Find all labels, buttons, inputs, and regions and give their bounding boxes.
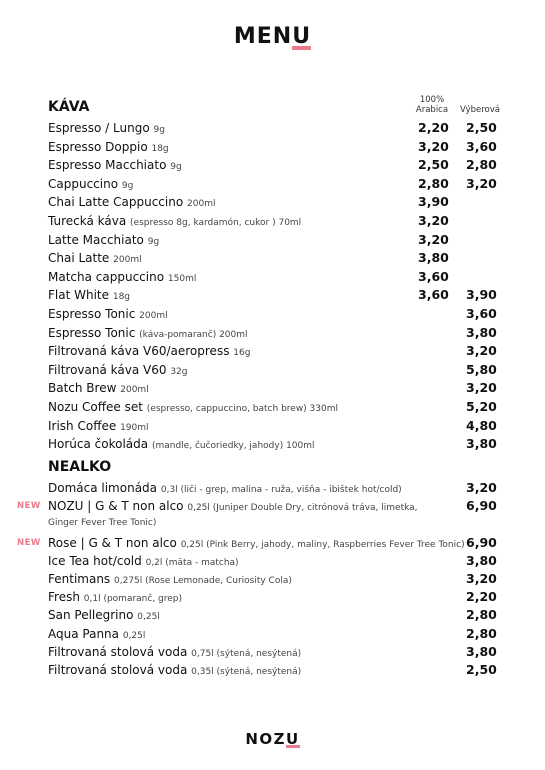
menu-item bbox=[48, 552, 498, 570]
price-vyberova: 3,20 bbox=[466, 343, 497, 359]
nozu-logo-text: NOZ bbox=[245, 730, 286, 748]
price-vyberova: 3,60 bbox=[466, 306, 497, 321]
item-name: Filtrovaná káva V60 bbox=[48, 362, 167, 377]
item-name: Rose | G & T non alco bbox=[48, 535, 177, 550]
menu-item bbox=[48, 398, 498, 416]
item-price: 6,90 bbox=[466, 534, 497, 550]
item-desc: 0,25l (Juniper Double Dry, citrónová tráva, limetka, bbox=[187, 503, 418, 514]
price-arabica: 3,80 bbox=[418, 250, 449, 266]
price-vyberova: 3,20 bbox=[466, 175, 497, 191]
item-name: Espresso / Lungo bbox=[48, 121, 150, 135]
menu-item bbox=[48, 379, 498, 397]
menu-item bbox=[48, 119, 498, 137]
item-desc-continued: Ginger Fever Tree Tonic) bbox=[48, 518, 157, 529]
menu-item bbox=[48, 268, 498, 286]
item-name: Espresso Doppio bbox=[48, 139, 148, 154]
menu-item bbox=[48, 175, 498, 193]
item-name: Filtrovaná káva V60/aeropress bbox=[48, 344, 230, 359]
item-desc: 0,25l bbox=[137, 612, 160, 623]
price-arabica: 2,20 bbox=[418, 120, 449, 135]
price-vyberova: 4,80 bbox=[466, 417, 497, 433]
menu-item bbox=[48, 361, 498, 379]
price-vyberova: 3,60 bbox=[466, 138, 497, 154]
item-desc: 16g bbox=[233, 348, 251, 359]
item-desc: 0,3l (liči - grep, malina - ruža, višňa - ibištek hot/cold) bbox=[160, 485, 402, 495]
item-price: 2,80 bbox=[466, 607, 497, 623]
menu-item bbox=[48, 286, 498, 304]
item-price: 6,90 bbox=[466, 498, 497, 514]
menu-item bbox=[48, 417, 498, 435]
item-desc: 32g bbox=[170, 366, 188, 377]
menu-item bbox=[48, 497, 498, 515]
menu-item bbox=[48, 606, 498, 624]
nozu-logo-accent: U bbox=[286, 730, 300, 748]
item-desc: 0,25l (Pink Berry, jahody, maliny, Raspberries Fever Tree Tonic) bbox=[180, 539, 465, 550]
item-desc: 9g bbox=[147, 236, 160, 247]
item-name: NOZU | G & T non alco bbox=[48, 499, 184, 514]
item-desc: 200ml bbox=[187, 199, 216, 210]
price-vyberova: 3,20 bbox=[466, 380, 497, 396]
item-desc: (espresso 8g, kardamón, cukor ) 70ml bbox=[130, 218, 302, 228]
menu-item bbox=[48, 661, 498, 679]
menu-logo-accent: U bbox=[292, 24, 312, 49]
item-name: Domáca limonáda bbox=[48, 481, 158, 495]
item-price: 3,20 bbox=[466, 571, 497, 586]
price-arabica: 3,20 bbox=[418, 138, 449, 154]
item-name: Chai Latte Cappuccino bbox=[48, 195, 184, 210]
menu-logo bbox=[0, 24, 545, 50]
item-name: San Pellegrino bbox=[48, 608, 134, 623]
item-price: 2,50 bbox=[466, 662, 497, 677]
item-desc: 0,2l (mäta - matcha) bbox=[145, 557, 239, 568]
new-badge: NEW bbox=[17, 501, 41, 512]
item-desc: 18g bbox=[151, 143, 169, 154]
item-desc: 0,1l (pomaranč, grep) bbox=[83, 594, 183, 605]
item-price: 3,20 bbox=[466, 480, 497, 495]
menu-item bbox=[48, 231, 498, 249]
menu-item bbox=[48, 534, 498, 552]
item-name: Filtrovaná stolová voda bbox=[48, 644, 188, 659]
item-price: 2,20 bbox=[466, 589, 497, 605]
menu-item bbox=[48, 479, 498, 497]
item-desc: 18g bbox=[112, 292, 131, 303]
new-badge: NEW bbox=[17, 537, 41, 548]
section-title-kava: KÁVA bbox=[48, 99, 90, 115]
item-desc: 190ml bbox=[120, 422, 149, 433]
column-header-arabica: 100% Arabica bbox=[415, 95, 449, 115]
price-vyberova: 2,80 bbox=[466, 157, 497, 173]
item-desc: (mandle, čučoriedky, jahody) 100ml bbox=[151, 441, 315, 452]
item-desc: 200ml bbox=[120, 385, 149, 396]
item-name: Fentimans bbox=[48, 572, 111, 586]
menu-item bbox=[48, 305, 498, 323]
item-desc: 0,25l bbox=[122, 630, 146, 641]
price-vyberova: 5,80 bbox=[466, 361, 497, 377]
item-desc: 0,35l (sýtená, nesýtená) bbox=[191, 667, 302, 677]
menu-item bbox=[48, 588, 498, 606]
menu-item bbox=[48, 212, 498, 230]
price-arabica: 3,20 bbox=[418, 213, 449, 228]
item-desc: 200ml bbox=[139, 311, 168, 321]
price-arabica: 2,80 bbox=[418, 175, 449, 191]
menu-item bbox=[48, 342, 498, 360]
item-desc: (espresso, cappuccino, batch brew) 330ml bbox=[146, 404, 339, 414]
item-name: Chai Latte bbox=[48, 251, 110, 266]
item-name: Nozu Coffee set bbox=[48, 400, 143, 414]
price-vyberova: 3,90 bbox=[466, 287, 497, 303]
menu-item bbox=[48, 138, 498, 156]
price-arabica: 3,20 bbox=[418, 231, 449, 247]
price-vyberova: 2,50 bbox=[466, 120, 497, 135]
item-name: Batch Brew bbox=[48, 381, 117, 396]
item-desc: 9g bbox=[153, 125, 165, 135]
price-vyberova: 3,80 bbox=[466, 324, 497, 340]
section-title-nealko: NEALKO bbox=[48, 459, 112, 475]
item-desc: 0,75l (sýtená, nesýtená) bbox=[191, 648, 302, 659]
price-vyberova: 3,80 bbox=[466, 436, 497, 452]
price-arabica: 3,90 bbox=[418, 194, 449, 210]
item-desc: (káva-pomaranč) 200ml bbox=[139, 329, 248, 340]
price-vyberova: 5,20 bbox=[466, 399, 497, 414]
menu-item bbox=[48, 193, 498, 211]
item-name: Espresso Tonic bbox=[48, 325, 136, 340]
item-desc: 9g bbox=[121, 180, 134, 191]
column-header-vyberova: Výberová bbox=[460, 105, 500, 115]
item-desc: 150ml bbox=[167, 273, 197, 284]
item-name: Espresso Tonic bbox=[48, 307, 136, 321]
menu-item bbox=[48, 249, 498, 267]
menu-item bbox=[48, 643, 498, 661]
item-desc: 200ml bbox=[113, 255, 142, 266]
item-price: 2,80 bbox=[466, 625, 497, 641]
item-price: 3,80 bbox=[466, 643, 497, 659]
item-name: Espresso Macchiato bbox=[48, 158, 167, 173]
item-name: Horúca čokoláda bbox=[48, 437, 149, 452]
nozu-logo bbox=[0, 730, 545, 748]
item-name: Filtrovaná stolová voda bbox=[48, 663, 188, 677]
item-name: Matcha cappuccino bbox=[48, 269, 165, 284]
item-name: Ice Tea hot/cold bbox=[48, 553, 142, 568]
item-desc: 9g bbox=[170, 162, 182, 173]
menu-item bbox=[48, 625, 498, 643]
item-desc: 0,275l (Rose Lemonade, Curiosity Cola) bbox=[114, 576, 292, 586]
item-name: Latte Macchiato bbox=[48, 232, 144, 247]
item-name: Fresh bbox=[48, 590, 80, 605]
menu-item bbox=[48, 435, 498, 453]
item-name: Irish Coffee bbox=[48, 418, 117, 433]
item-name: Cappuccino bbox=[48, 176, 119, 191]
menu-item bbox=[48, 324, 498, 342]
item-name: Flat White bbox=[48, 288, 110, 303]
price-arabica: 2,50 bbox=[418, 157, 449, 173]
menu-item bbox=[48, 570, 498, 588]
menu-logo-text: MEN bbox=[233, 24, 293, 49]
item-price: 3,80 bbox=[466, 552, 497, 568]
price-arabica: 3,60 bbox=[418, 268, 449, 284]
price-arabica: 3,60 bbox=[418, 287, 449, 303]
menu-item bbox=[48, 156, 498, 174]
item-name: Turecká káva bbox=[48, 214, 127, 228]
item-name: Aqua Panna bbox=[48, 626, 120, 641]
